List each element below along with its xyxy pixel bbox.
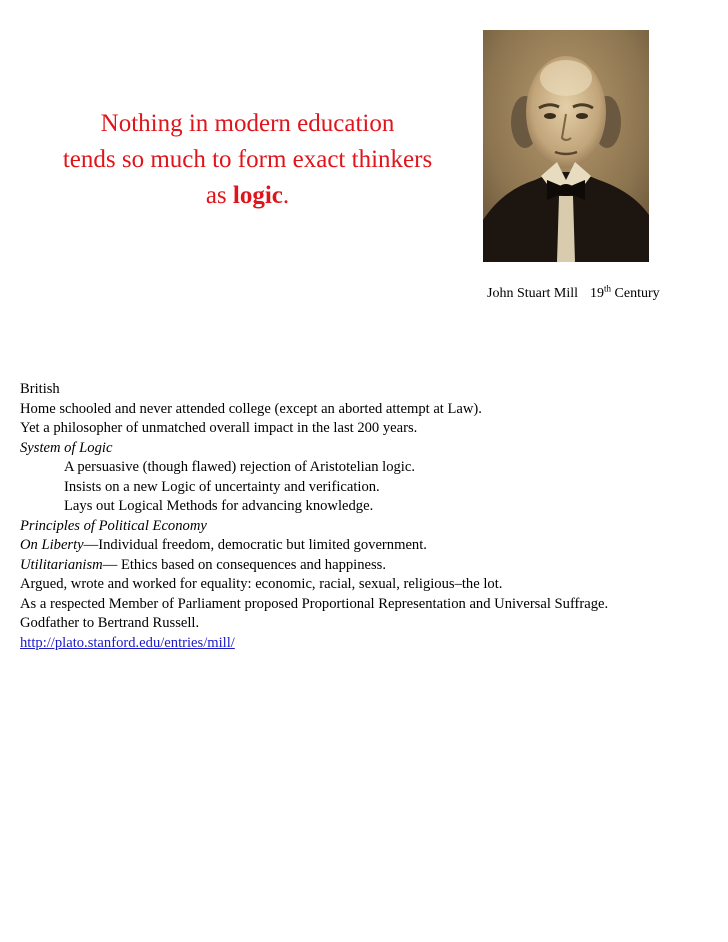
quote-block bbox=[20, 106, 475, 214]
bio-impact: Yet a philosopher of unmatched overall impact in the last 200 years. bbox=[20, 420, 418, 436]
quote-line-3 bbox=[20, 178, 475, 214]
bio-political-economy: Principles of Political Economy bbox=[20, 517, 207, 534]
portrait-image bbox=[483, 30, 649, 262]
bio-system-of-logic-title: System of Logic bbox=[20, 439, 113, 456]
bio-schooling: Home schooled and never attended college (except an aborted attempt at Law). bbox=[20, 400, 482, 417]
bio-parliament: As a respected Member of Parliament proposed Proportional Representation and Universal Suffrage. bbox=[20, 595, 609, 612]
quote-line-2: tends so much to form exact thinkers bbox=[62, 146, 433, 173]
quote-line-3-suffix: . bbox=[282, 182, 290, 209]
bio-utilitarianism-title: Utilitarianism bbox=[20, 556, 103, 573]
portrait-caption bbox=[487, 283, 660, 302]
bio-on-liberty-desc: —Individual freedom, democratic but limited government. bbox=[83, 537, 427, 553]
bio-system-of-logic-point: Lays out Logical Methods for advancing knowledge. bbox=[64, 498, 374, 514]
caption-century-number: 19 bbox=[590, 286, 605, 301]
stanford-encyclopedia-link[interactable]: http://plato.stanford.edu/entries/mill/ bbox=[20, 634, 235, 651]
bio-system-of-logic-point: Insists on a new Logic of uncertainty and verification. bbox=[64, 478, 380, 495]
caption-century-suffix: th bbox=[604, 283, 612, 294]
quote-line-1: Nothing in modern education bbox=[100, 110, 395, 137]
caption-name: John Stuart Mill bbox=[487, 286, 579, 301]
bio-equality: Argued, wrote and worked for equality: economic, racial, sexual, religious–the lot. bbox=[20, 576, 503, 592]
bio-godfather: Godfather to Bertrand Russell. bbox=[20, 615, 200, 631]
bio-origin: British bbox=[20, 381, 60, 397]
caption-century-word: Century bbox=[614, 286, 660, 301]
bio-on-liberty-title: On Liberty bbox=[20, 537, 84, 553]
bio-utilitarianism bbox=[20, 556, 720, 576]
bio-utilitarianism-desc: — Ethics based on consequences and happiness. bbox=[102, 556, 387, 573]
biography-list bbox=[20, 380, 720, 653]
quote-line-3-prefix: as bbox=[205, 182, 233, 209]
bio-system-of-logic-point: A persuasive (though flawed) rejection of Aristotelian logic. bbox=[64, 459, 415, 475]
portrait-engraving bbox=[483, 30, 649, 262]
bio-on-liberty bbox=[20, 536, 720, 556]
quote-keyword: logic bbox=[232, 182, 283, 209]
